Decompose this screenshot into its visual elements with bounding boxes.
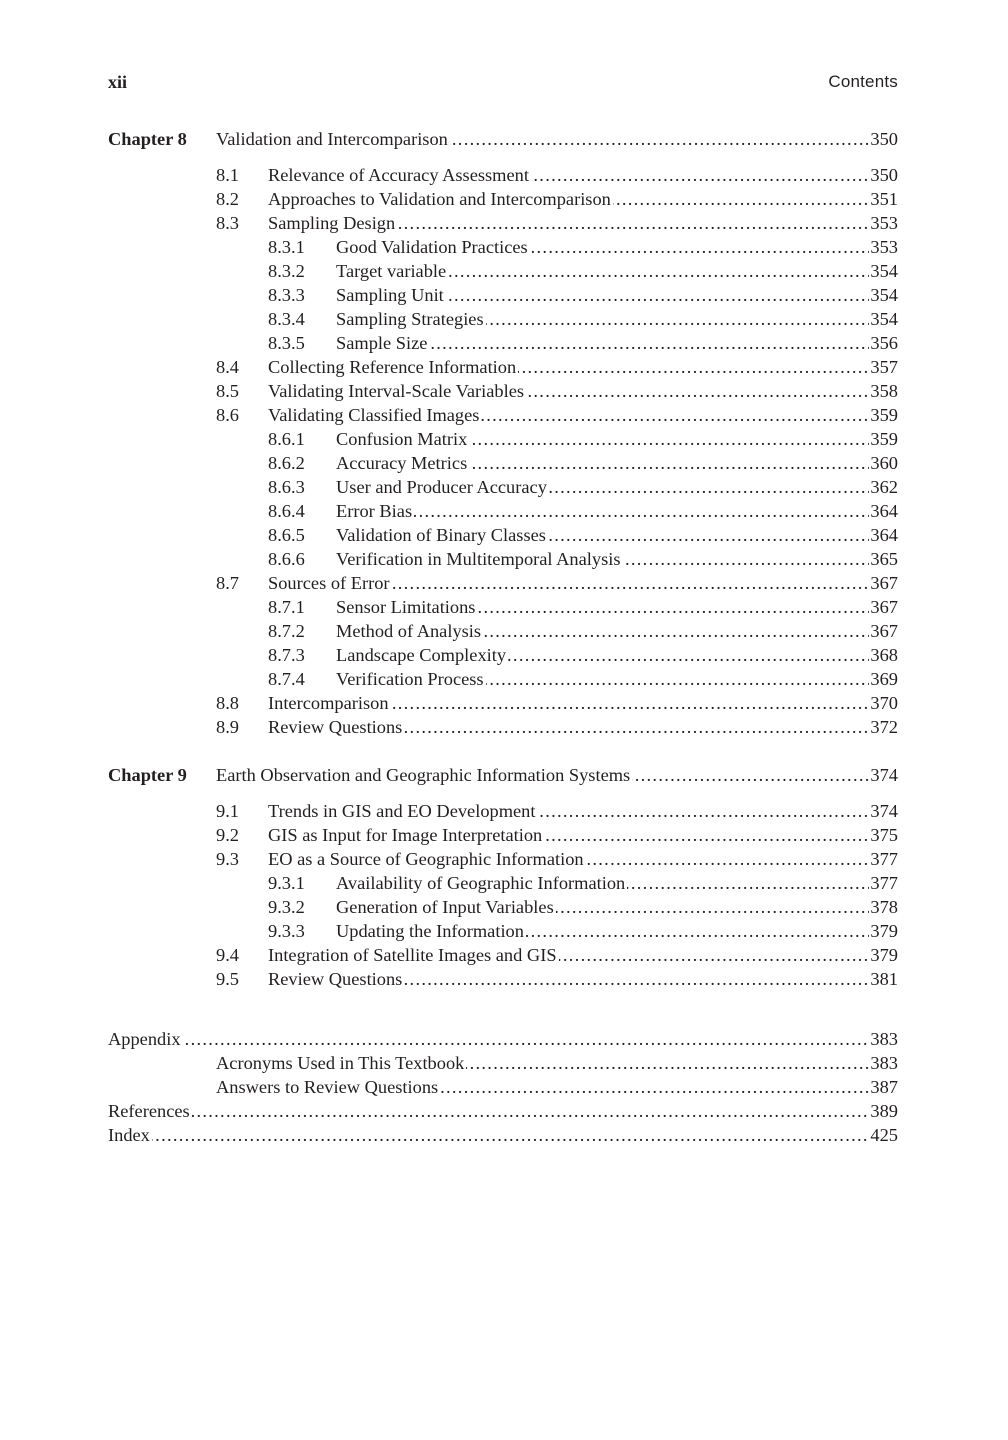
dot-leader — [108, 1123, 898, 1147]
entry-title: Intercomparison — [268, 693, 389, 713]
toc-chapter-9[interactable] — [108, 763, 898, 787]
page-ref: 387 — [870, 1077, 898, 1097]
page-ref: 364 — [870, 525, 898, 545]
toc-entry-8-3-4[interactable] — [108, 307, 898, 331]
page-ref: 383 — [870, 1029, 898, 1049]
section-number: 8.3.3 — [268, 285, 305, 305]
entry-title: Review Questions — [268, 717, 403, 737]
section-number: 9.1 — [216, 801, 239, 821]
section-number: 8.9 — [216, 717, 239, 737]
entry-title: Landscape Complexity — [336, 645, 507, 665]
toc-backmatter-index[interactable] — [108, 1123, 898, 1147]
page-ref: 353 — [870, 237, 898, 257]
section-number: 8.3.2 — [268, 261, 305, 281]
section-number: 9.2 — [216, 825, 239, 845]
page-ref: 359 — [870, 405, 898, 425]
toc-entry-8-8[interactable] — [108, 691, 898, 715]
section-number: 8.8 — [216, 693, 239, 713]
page-number: xii — [108, 72, 128, 92]
page-ref: 359 — [870, 429, 898, 449]
page-ref: 369 — [870, 669, 898, 689]
toc-entry-9-3-1[interactable] — [108, 871, 898, 895]
entry-title: Good Validation Practices — [336, 237, 528, 257]
toc-entry-8-3-1[interactable] — [108, 235, 898, 259]
entry-title: EO as a Source of Geographic Information — [268, 849, 584, 869]
toc-backmatter-references[interactable] — [108, 1099, 898, 1123]
entry-title: Sensor Limitations — [336, 597, 476, 617]
section-number: 8.6.5 — [268, 525, 305, 545]
running-head — [108, 72, 898, 96]
section-number: 8.6.2 — [268, 453, 305, 473]
page-ref: 351 — [870, 189, 898, 209]
toc-entry-9-1[interactable] — [108, 799, 898, 823]
section-number: 8.6.3 — [268, 477, 305, 497]
entry-title: Error Bias — [336, 501, 413, 521]
toc-entry-8-7[interactable] — [108, 571, 898, 595]
entry-title: Validating Interval-Scale Variables — [268, 381, 525, 401]
entry-title: Accuracy Metrics — [336, 453, 468, 473]
entry-title: Verification Process — [336, 669, 484, 689]
entry-title: References — [108, 1101, 190, 1121]
section-number: 9.5 — [216, 969, 239, 989]
entry-title: GIS as Input for Image Interpretation — [268, 825, 543, 845]
entry-title: Index — [108, 1125, 150, 1145]
page-ref: 379 — [870, 921, 898, 941]
page-ref: 358 — [870, 381, 898, 401]
entry-title: Approaches to Validation and Intercomparison — [268, 189, 611, 209]
entry-title: Answers to Review Questions — [216, 1077, 439, 1097]
page-ref: 383 — [870, 1053, 898, 1073]
page-ref: 425 — [870, 1125, 898, 1145]
entry-title: Sampling Design — [268, 213, 396, 233]
page-ref: 360 — [870, 453, 898, 473]
page-ref: 350 — [870, 165, 898, 185]
section-number: 8.5 — [216, 381, 239, 401]
toc-entry-8-6-5[interactable] — [108, 523, 898, 547]
entry-title: Sample Size — [336, 333, 428, 353]
toc-chapter-8[interactable] — [108, 127, 898, 151]
dot-leader — [336, 499, 898, 523]
page-ref: 389 — [870, 1101, 898, 1121]
section-number: 8.3.4 — [268, 309, 305, 329]
entry-title: Sources of Error — [268, 573, 390, 593]
section-number: 8.7.3 — [268, 645, 305, 665]
entry-title: Method of Analysis — [336, 621, 482, 641]
section-number: 8.6.4 — [268, 501, 305, 521]
section-number: 8.7 — [216, 573, 239, 593]
section-number: 8.3.5 — [268, 333, 305, 353]
toc-entry-8-6-6[interactable] — [108, 547, 898, 571]
page-ref: 372 — [870, 717, 898, 737]
section-number: 8.6.1 — [268, 429, 305, 449]
entry-title: Sampling Strategies — [336, 309, 484, 329]
section-number: 8.2 — [216, 189, 239, 209]
page-ref: 362 — [870, 477, 898, 497]
entry-title: Collecting Reference Information — [268, 357, 517, 377]
page-ref: 375 — [870, 825, 898, 845]
entry-title: Validation of Binary Classes — [336, 525, 546, 545]
toc-entry-8-3-5[interactable] — [108, 331, 898, 355]
page-ref: 367 — [870, 573, 898, 593]
section-number: 9.3.3 — [268, 921, 305, 941]
page-ref: 367 — [870, 597, 898, 617]
section-number: 8.3 — [216, 213, 239, 233]
section-number: 8.6 — [216, 405, 239, 425]
toc-entry-9-3-3[interactable] — [108, 919, 898, 943]
page-ref: 357 — [870, 357, 898, 377]
chapter-label: Chapter 9 — [108, 765, 187, 785]
running-head-title: Contents — [828, 72, 898, 91]
entry-title: Integration of Satellite Images and GIS — [268, 945, 557, 965]
entry-title: Trends in GIS and EO Development — [268, 801, 536, 821]
toc-entry-8-5[interactable] — [108, 379, 898, 403]
table-of-contents — [108, 127, 898, 1147]
dot-leader — [108, 1099, 898, 1123]
page-ref: 354 — [870, 261, 898, 281]
toc-entry-8-3-3[interactable] — [108, 283, 898, 307]
toc-entry-8-7-4[interactable] — [108, 667, 898, 691]
page-ref: 377 — [870, 873, 898, 893]
toc-entry-9-3[interactable] — [108, 847, 898, 871]
page-ref: 370 — [870, 693, 898, 713]
page-ref: 354 — [870, 309, 898, 329]
page-ref: 374 — [870, 801, 898, 821]
entry-title: Validating Classified Images — [268, 405, 480, 425]
toc-entry-8-7-1[interactable] — [108, 595, 898, 619]
toc-entry-9-4[interactable] — [108, 943, 898, 967]
toc-entry-8-6-2[interactable] — [108, 451, 898, 475]
section-number: 8.7.4 — [268, 669, 305, 689]
entry-title: Verification in Multitemporal Analysis — [336, 549, 621, 569]
section-number: 9.3.1 — [268, 873, 305, 893]
toc-entry-9-2[interactable] — [108, 823, 898, 847]
toc-entry-8-7-2[interactable] — [108, 619, 898, 643]
page-ref: 374 — [870, 765, 898, 785]
section-number: 8.6.6 — [268, 549, 305, 569]
toc-entry-9-5[interactable] — [108, 967, 898, 991]
page-ref: 356 — [870, 333, 898, 353]
toc-entry-8-3[interactable] — [108, 211, 898, 235]
toc-backmatter-appendix[interactable] — [108, 1027, 898, 1051]
entry-title: Confusion Matrix — [336, 429, 468, 449]
section-number: 8.4 — [216, 357, 239, 377]
page-ref: 350 — [870, 129, 898, 149]
toc-entry-8-2[interactable] — [108, 187, 898, 211]
toc-entry-8-4[interactable] — [108, 355, 898, 379]
page-ref: 381 — [870, 969, 898, 989]
entry-title: Validation and Intercomparison — [216, 129, 448, 149]
page-ref: 379 — [870, 945, 898, 965]
toc-entry-8-6-1[interactable] — [108, 427, 898, 451]
page-ref: 378 — [870, 897, 898, 917]
page-ref: 377 — [870, 849, 898, 869]
page-ref: 364 — [870, 501, 898, 521]
section-number: 8.7.1 — [268, 597, 305, 617]
entry-title: Review Questions — [268, 969, 403, 989]
toc-entry-8-1[interactable] — [108, 163, 898, 187]
entry-title: Generation of Input Variables — [336, 897, 554, 917]
section-number: 9.4 — [216, 945, 239, 965]
section-number: 8.7.2 — [268, 621, 305, 641]
toc-backmatter-acronyms-used-in-this-textbook[interactable] — [108, 1051, 898, 1075]
entry-title: Appendix — [108, 1029, 181, 1049]
toc-entry-8-6-4[interactable] — [108, 499, 898, 523]
section-number: 8.1 — [216, 165, 239, 185]
toc-entry-8-6[interactable] — [108, 403, 898, 427]
toc-entry-8-6-3[interactable] — [108, 475, 898, 499]
entry-title: Sampling Unit — [336, 285, 444, 305]
entry-title: Earth Observation and Geographic Information Systems — [216, 765, 631, 785]
section-number: 8.3.1 — [268, 237, 305, 257]
entry-title: Target variable — [336, 261, 447, 281]
toc-entry-8-3-2[interactable] — [108, 259, 898, 283]
toc-entry-8-9[interactable] — [108, 715, 898, 739]
page-ref: 368 — [870, 645, 898, 665]
entry-title: Updating the Information — [336, 921, 524, 941]
page-ref: 354 — [870, 285, 898, 305]
toc-entry-8-7-3[interactable] — [108, 643, 898, 667]
dot-leader — [108, 1027, 898, 1051]
toc-backmatter-answers-to-review-questions[interactable] — [108, 1075, 898, 1099]
entry-title: Availability of Geographic Information — [336, 873, 626, 893]
entry-title: Relevance of Accuracy Assessment — [268, 165, 529, 185]
entry-title: User and Producer Accuracy — [336, 477, 547, 497]
page-ref: 353 — [870, 213, 898, 233]
section-number: 9.3.2 — [268, 897, 305, 917]
section-number: 9.3 — [216, 849, 239, 869]
entry-title: Acronyms Used in This Textbook — [216, 1053, 465, 1073]
toc-entry-9-3-2[interactable] — [108, 895, 898, 919]
page-ref: 367 — [870, 621, 898, 641]
page-ref: 365 — [870, 549, 898, 569]
chapter-label: Chapter 8 — [108, 129, 187, 149]
